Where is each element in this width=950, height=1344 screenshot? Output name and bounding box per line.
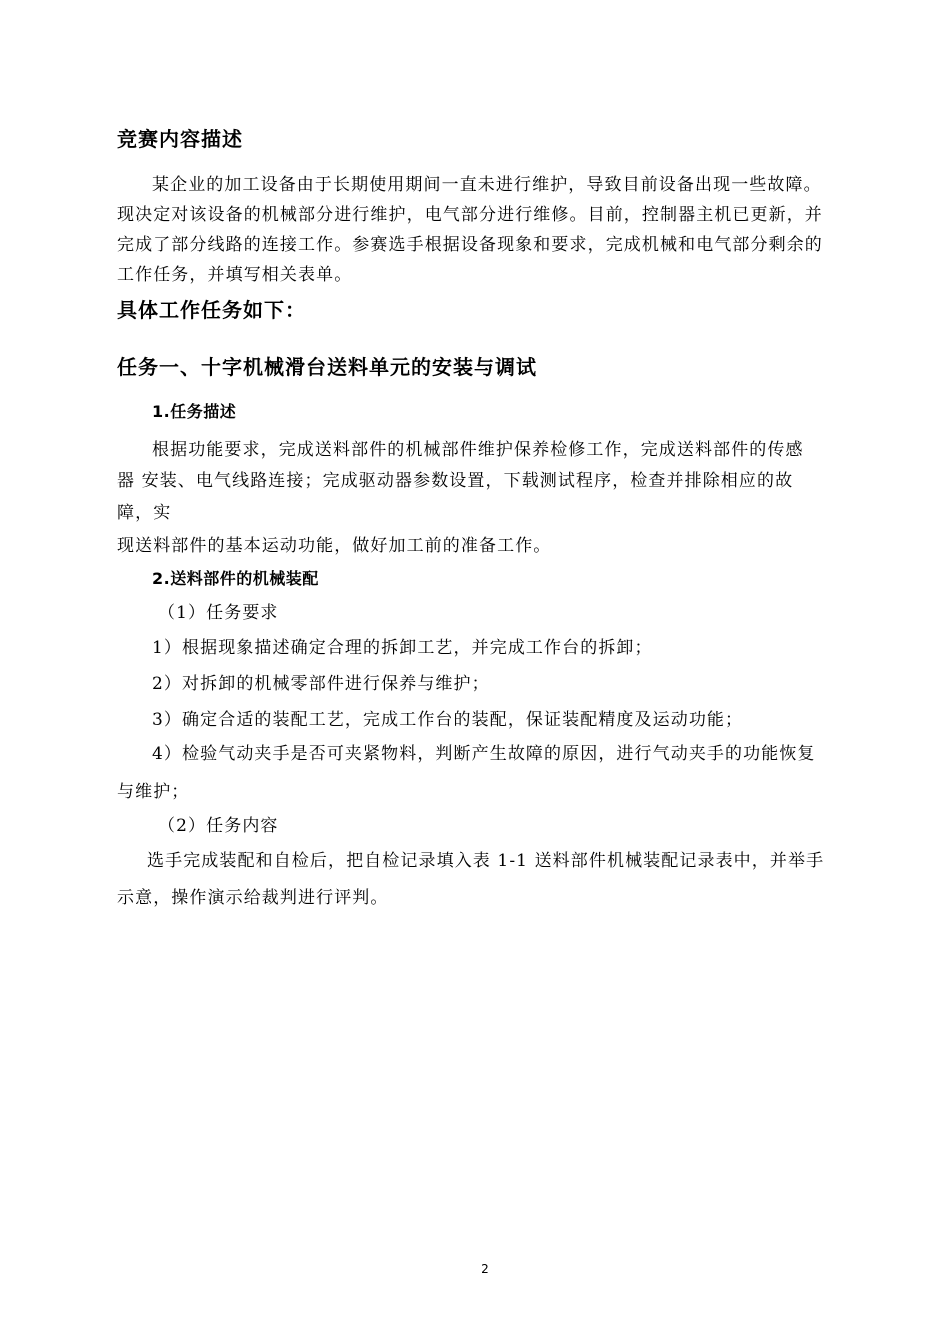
sub1-title: 1.任务描述 xyxy=(152,402,237,421)
sub2-title: 2.送料部件的机械装配 xyxy=(152,569,319,588)
task1-title: 任务一、十字机械滑台送料单元的安装与调试 xyxy=(117,355,537,379)
requirement-item-3: 3）确定合适的装配工艺，完成工作台的装配，保证装配精度及运动功能； xyxy=(152,710,744,730)
intro-line-3: 完成了部分线路的连接工作。参赛选手根据设备现象和要求，完成机械和电气部分剩余的 xyxy=(117,235,823,255)
requirement-item-1: 1）根据现象描述确定合理的拆卸工艺，并完成工作台的拆卸； xyxy=(152,638,653,658)
content-line-1: 选手完成装配和自检后，把自检记录填入表 1-1 送料部件机械装配记录表中，并举手 xyxy=(147,851,825,871)
page-number: 2 xyxy=(481,1262,489,1276)
requirement-item-4-cont: 与维护； xyxy=(117,782,190,802)
intro-line-4: 工作任务，并填写相关表单。 xyxy=(117,265,353,285)
section-title: 竞赛内容描述 xyxy=(117,127,243,151)
tasks-heading: 具体工作任务如下： xyxy=(117,298,306,322)
content-line-2: 示意，操作演示给裁判进行评判。 xyxy=(117,888,389,908)
content-heading: （2）任务内容 xyxy=(158,816,279,836)
requirement-item-2: 2）对拆卸的机械零部件进行保养与维护； xyxy=(152,674,490,694)
sub1-line-1: 根据功能要求，完成送料部件的机械部件维护保养检修工作，完成送料部件的传感 xyxy=(152,440,804,460)
sub1-line-2: 器 安装、电气线路连接；完成驱动器参数设置，下载测试程序，检查并排除相应的故 xyxy=(117,471,794,491)
intro-line-2: 现决定对该设备的机械部分进行维护，电气部分进行维修。目前，控制器主机已更新，并 xyxy=(117,205,823,225)
requirements-heading: （1）任务要求 xyxy=(158,603,279,623)
sub1-line-3: 障，实 xyxy=(117,503,172,523)
requirement-item-4: 4）检验气动夹手是否可夹紧物料，判断产生故障的原因，进行气动夹手的功能恢复 xyxy=(152,744,816,764)
sub1-line-4: 现送料部件的基本运动功能，做好加工前的准备工作。 xyxy=(117,536,552,556)
intro-line-1: 某企业的加工设备由于长期使用期间一直未进行维护，导致目前设备出现一些故障。 xyxy=(152,175,822,195)
